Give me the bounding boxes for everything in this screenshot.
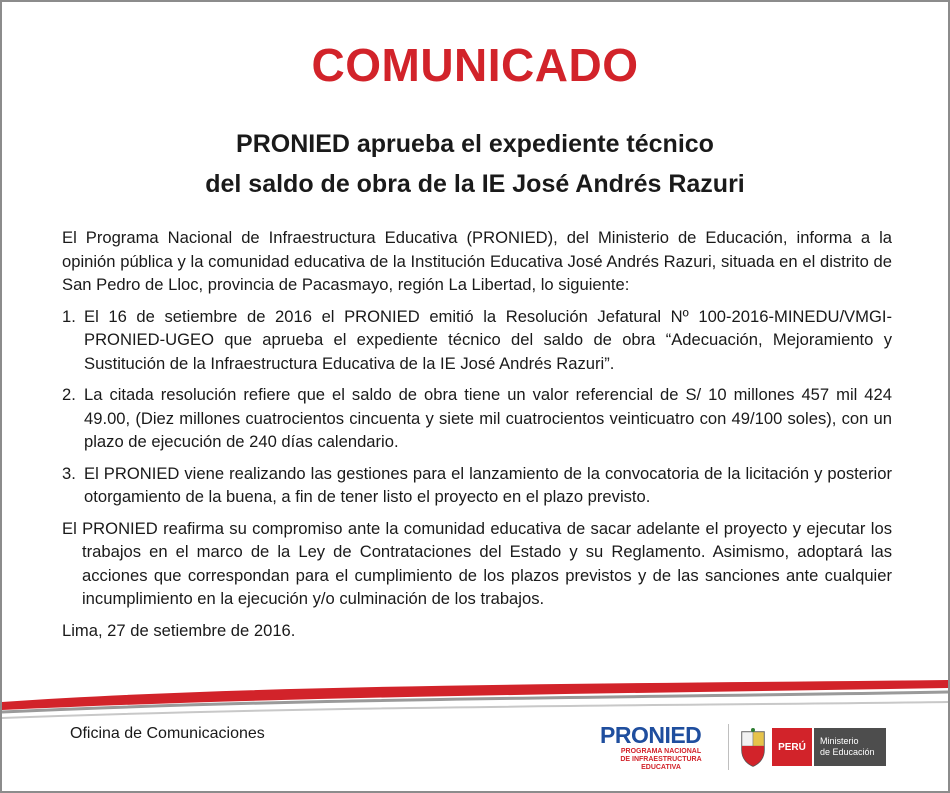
ministry-line-2: de Educación <box>820 747 875 757</box>
peru-label: PERÚ <box>772 728 812 766</box>
subtitle <box>2 124 948 204</box>
closing-paragraph: El PRONIED reafirma su compromiso ante la comunidad educativa de sacar adelante el proyecto y ejecutar los trabajos en el marco de la Ley de Contrataciones del Estado y su Reglamento. Asimismo, adoptará las acciones que correspondan para el cumplimiento de los plazos previstos y de las sanciones ante cualquier incumplimiento en la ejecución y/o culminación de los trabajos. <box>62 518 892 608</box>
intro-paragraph: El Programa Nacional de Infraestructura Educativa (PRONIED), del Ministerio de Educación, informa a la opinión pública y la comunidad educativa de la Institución Educativa José Andrés Razuri, situada en el distrito de San Pedro de Lloc, provincia de Pacasmayo, región La Libertad, lo siguiente: <box>62 228 892 294</box>
ministry-label <box>814 728 886 766</box>
pronied-subtitle-line-2: DE INFRAESTRUCTURA EDUCATIVA <box>620 756 702 771</box>
logo-divider <box>728 724 729 770</box>
list-item-text: El 16 de setiembre de 2016 el PRONIED emitió la Resolución Jefatural Nº 100-2016-MINEDU/VMGI-PRONIED-UGEO que aprueba el expediente técnico del saldo de obra “Adecuación, Mejoramiento y Sustitución de la Infraestructura Educativa de la IE José Andrés Razuri”. <box>84 306 892 373</box>
list-item-text: El PRONIED viene realizando las gestiones para el lanzamiento de la convocatoria de la licitación y posterior otorgamiento de la buena, a fin de tener listo el proyecto en el plazo previsto. <box>84 463 892 506</box>
list-item-text: La citada resolución refiere que el saldo de obra tiene un valor referencial de S/ 10 millones 457 mil 424 49.00, (Diez millones cuatrocientos cincuenta y siete mil cuatrocientos veinticuatro con 49/100 soles), con un plazo de ejecución de 240 días calendario. <box>84 385 892 451</box>
list-item-number: 3. <box>62 463 76 483</box>
coat-of-arms-icon <box>738 728 768 768</box>
decorative-curves <box>2 662 948 722</box>
list-item <box>62 383 892 454</box>
list-item-number: 1. <box>62 306 76 326</box>
date-line: Lima, 27 de setiembre de 2016. <box>62 620 296 640</box>
office-label: Oficina de Comunicaciones <box>70 725 265 742</box>
list-item <box>62 462 892 509</box>
pronied-logo: PRONIED <box>600 722 702 748</box>
ministry-line-1: Ministerio <box>820 736 859 746</box>
communique-body <box>62 226 892 650</box>
subtitle-line-1: PRONIED aprueba el expediente técnico <box>236 130 714 158</box>
pronied-subtitle <box>606 748 716 772</box>
pronied-subtitle-line-1: PROGRAMA NACIONAL <box>620 748 702 755</box>
page-title: COMUNICADO <box>311 39 639 91</box>
list-item <box>62 305 892 376</box>
list-item-number: 2. <box>62 385 76 404</box>
subtitle-line-2: del saldo de obra de la IE José Andrés Razuri <box>205 170 745 198</box>
logos-strip <box>600 718 940 778</box>
